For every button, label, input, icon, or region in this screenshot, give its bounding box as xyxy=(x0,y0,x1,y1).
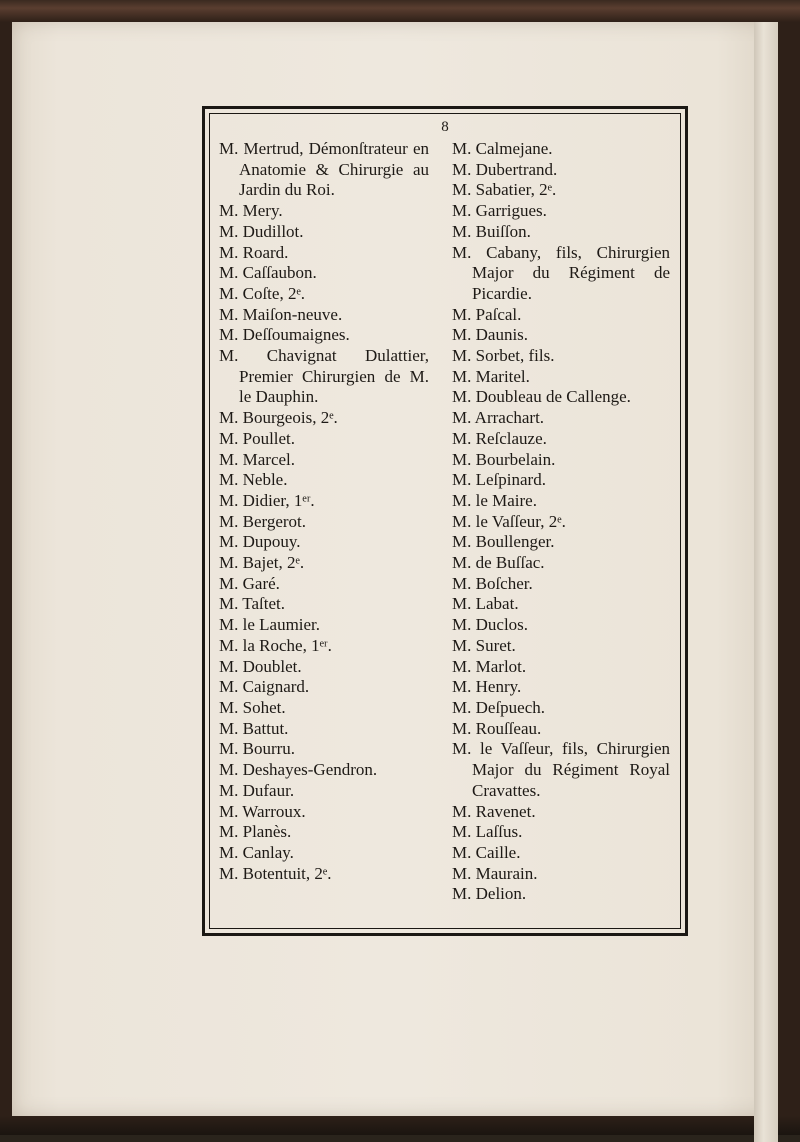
list-entry: M. Caignard. xyxy=(219,677,310,697)
list-entry: M. Doubleau de Callenge. xyxy=(452,387,631,407)
list-entry: M. Sabatier, 2ᵉ. xyxy=(452,180,557,200)
list-entry: M. Deſſoumaignes. xyxy=(219,325,350,345)
list-entry: M. Taſtet. xyxy=(219,594,286,614)
list-entry: M. Coſte, 2ᵉ. xyxy=(219,283,306,303)
list-entry: M. Bergerot. xyxy=(219,511,307,531)
list-entry: M. Maritel. xyxy=(452,366,530,386)
list-entry: M. Boſcher. xyxy=(452,573,533,593)
list-entry: M. Rouſſeau. xyxy=(452,718,542,738)
list-entry: M. Planès. xyxy=(219,822,292,842)
list-entry: M. le Vaſſeur, 2ᵉ. xyxy=(452,511,566,531)
list-entry: M. Deſpuech. xyxy=(452,697,546,717)
list-entry: M. Caſſaubon. xyxy=(219,263,317,283)
list-entry: M. Dufaur. xyxy=(219,780,295,800)
list-entry: M. Bourru. xyxy=(219,739,296,759)
list-entry: M. Henry. xyxy=(452,677,522,697)
list-entry: M. Dudillot. xyxy=(219,221,304,241)
list-entry: M. Neble. xyxy=(219,470,288,490)
list-entry: M. le Maire. xyxy=(452,490,537,510)
list-entry: M. Calmejane. xyxy=(452,139,553,158)
list-entry: M. le Laumier. xyxy=(219,615,321,635)
list-entry: M. Delion. xyxy=(452,884,527,904)
list-entry: M. Botentuit, 2ᵉ. xyxy=(219,863,332,883)
list-entry: M. de Buſſac. xyxy=(452,553,545,573)
list-entry: M. Boullenger. xyxy=(452,532,555,552)
list-entry: M. Ravenet. xyxy=(452,801,536,821)
list-entry: M. Bourbelain. xyxy=(452,449,556,469)
list-entry: M. Suret. xyxy=(452,635,516,655)
list-entry: M. Bajet, 2ᵉ. xyxy=(219,553,305,573)
list-entry: M. Arrachart. xyxy=(452,408,545,428)
list-entry: M. Laſſus. xyxy=(452,822,523,842)
list-entry: M. Deshayes-Gendron. xyxy=(219,760,378,780)
page-edge xyxy=(754,22,778,1142)
list-entry: M. Chavignat Dulattier, Premier Chirurgien de M. le Dauphin. xyxy=(219,346,429,407)
text-frame xyxy=(202,106,688,936)
list-entry: M. Poullet. xyxy=(219,428,296,448)
list-entry: M. Battut. xyxy=(219,718,289,738)
list-entry: M. Cabany, fils, Chirurgien Major du Régiment de Picardie. xyxy=(452,242,670,303)
page-number: 8 xyxy=(441,119,449,135)
list-entry: M. Marcel. xyxy=(219,449,296,469)
list-entry: M. Maiſon-neuve. xyxy=(219,304,343,324)
list-entry: M. Dupouy. xyxy=(219,532,301,552)
list-entry: M. Maurain. xyxy=(452,863,538,883)
list-entry: M. Daunis. xyxy=(452,325,529,345)
list-entry: M. la Roche, 1ᵉʳ. xyxy=(219,635,332,655)
list-entry: M. Garrigues. xyxy=(452,201,547,221)
list-entry: M. le Vaſſeur, fils, Chirurgien Major du Régiment Royal Cravattes. xyxy=(452,739,670,800)
list-entry: M. Labat. xyxy=(452,594,519,614)
list-entry: M. Marlot. xyxy=(452,656,527,676)
list-entry: M. Dubertrand. xyxy=(452,159,558,179)
list-entry: M. Caille. xyxy=(452,842,521,862)
right-column xyxy=(452,139,670,905)
list-entry: M. Leſpinard. xyxy=(452,470,546,490)
list-entry: M. Garé. xyxy=(219,573,280,593)
list-entry: M. Canlay. xyxy=(219,842,294,862)
list-entry: M. Duclos. xyxy=(452,615,529,635)
list-entry: M. Mertrud, Démonſtrateur en Anatomie & Chirurgie au Jardin du Roi. xyxy=(219,139,429,200)
list-entry: M. Warroux. xyxy=(219,801,306,821)
list-entry: M. Mery. xyxy=(219,201,283,221)
list-entry: M. Reſclauze. xyxy=(452,428,547,448)
list-entry: M. Sohet. xyxy=(219,697,286,717)
list-entry: M. Paſcal. xyxy=(452,304,522,324)
list-entry: M. Buiſſon. xyxy=(452,221,531,241)
list-entry: M. Bourgeois, 2ᵉ. xyxy=(219,408,338,428)
left-column xyxy=(219,139,429,884)
list-entry: M. Roard. xyxy=(219,242,289,262)
list-entry: M. Sorbet, fils. xyxy=(452,346,555,366)
list-entry: M. Didier, 1ᵉʳ. xyxy=(219,490,315,510)
list-entry: M. Doublet. xyxy=(219,656,302,676)
